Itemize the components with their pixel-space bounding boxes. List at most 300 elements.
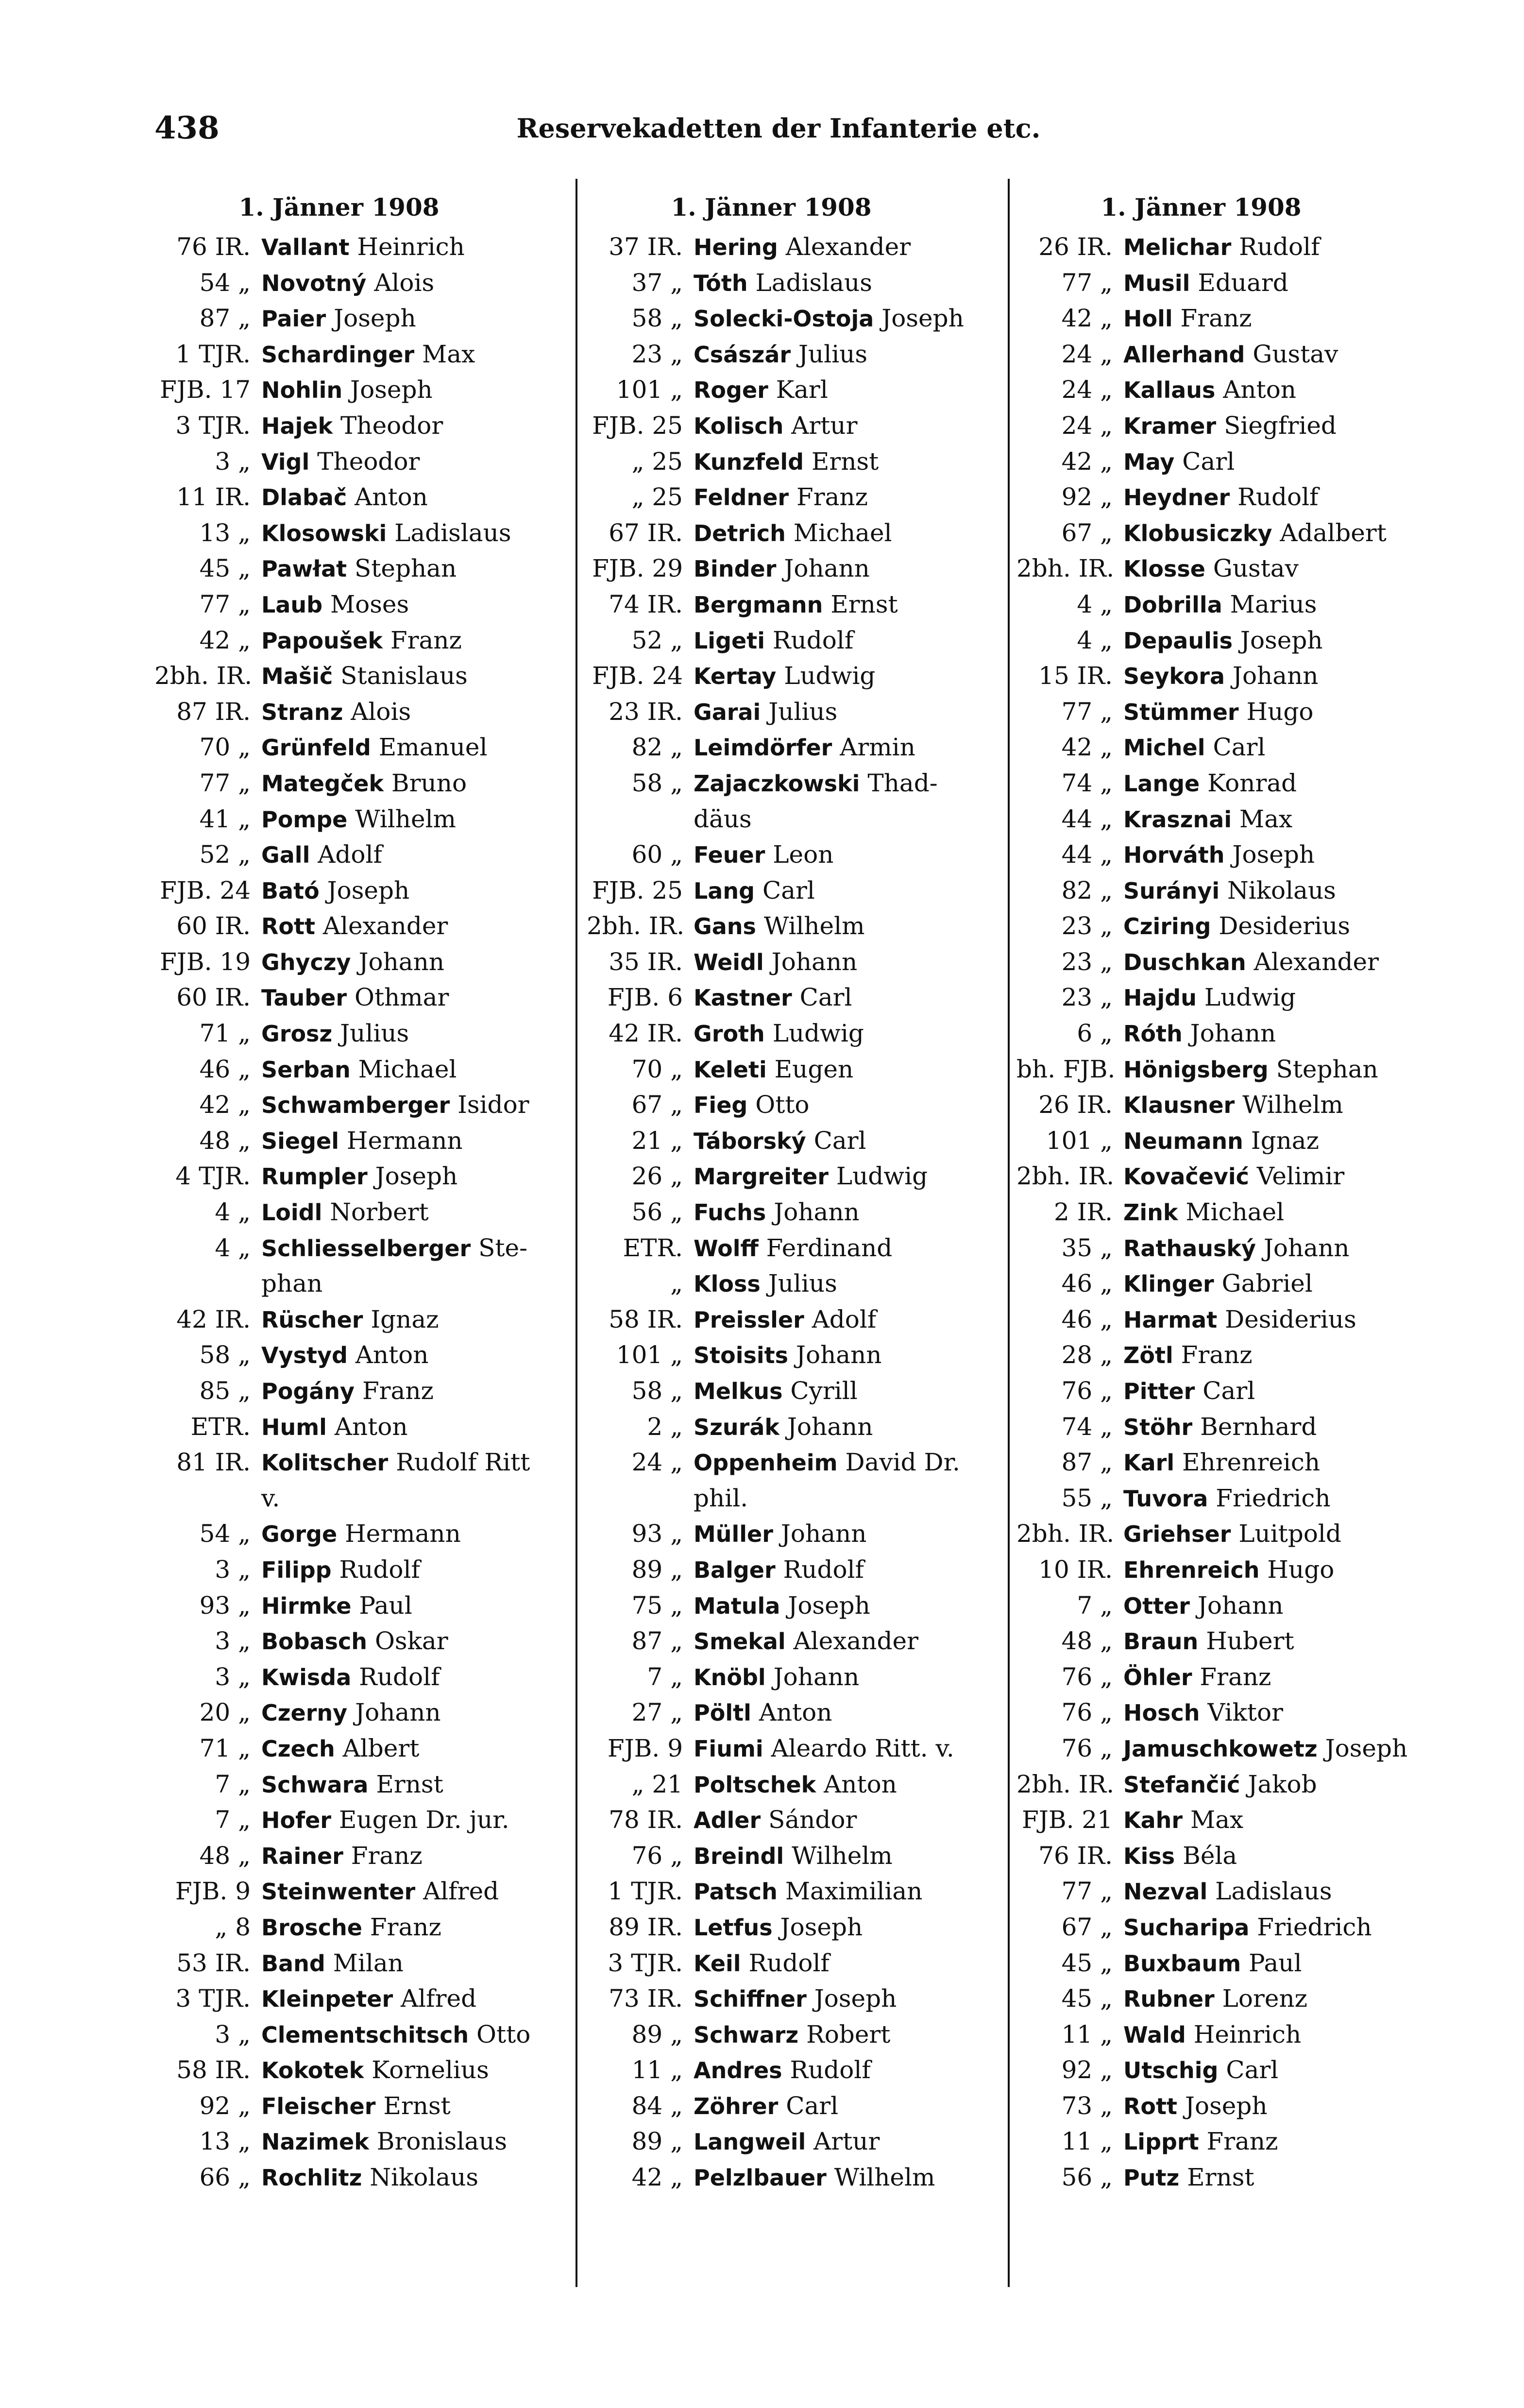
unit-designation: 45 „ [1061, 1948, 1113, 1977]
cadet-name [1123, 980, 1386, 1016]
given-name: Isidor [457, 1091, 529, 1119]
surname: Pompe [261, 806, 348, 833]
unit-designation: 23 „ [1061, 983, 1113, 1012]
given-name: Alfred [423, 1877, 499, 1906]
unit-designation: 87 „ [631, 1627, 683, 1656]
cadet-name [261, 1659, 524, 1695]
list-item [154, 1230, 527, 1266]
unit-designation: 20 „ [199, 1698, 251, 1727]
unit-designation: 11 „ [631, 2056, 683, 2084]
cadet-name [1123, 873, 1386, 909]
unit-designation: 78 IR. [609, 1806, 683, 1834]
cadet-name [694, 1588, 956, 1624]
given-name: Norbert [330, 1198, 429, 1227]
unit-designation: 23 IR. [609, 697, 683, 726]
cadet-name [261, 587, 524, 623]
list-item [154, 1373, 524, 1409]
given-name: Siegfried [1224, 411, 1337, 440]
list-item [1016, 1981, 1386, 2017]
unit-designation: 85 „ [199, 1377, 251, 1405]
unit-designation: 58 „ [631, 1377, 683, 1405]
given-name: Ignaz [1251, 1126, 1319, 1155]
cadet-name [1123, 802, 1386, 837]
list-item [154, 1337, 524, 1373]
list-item [1016, 1373, 1386, 1409]
given-name: Anton [759, 1698, 832, 1727]
list-item [1016, 837, 1386, 873]
surname: Schliesselberger [261, 1235, 471, 1262]
column-2 [587, 189, 964, 2196]
cadet-name [261, 980, 524, 1016]
given-name: Joseph [1232, 840, 1315, 869]
unit-designation: 66 „ [199, 2163, 251, 2192]
unit-designation: 4 „ [1077, 626, 1113, 654]
surname: Fiumi [694, 1735, 763, 1762]
given-name: Joseph [1185, 2091, 1268, 2120]
list-item [1016, 980, 1386, 1016]
cadet-name [261, 802, 524, 837]
surname: Steinwenter [261, 1879, 416, 1905]
surname: Pelzlbauer [694, 2165, 827, 2191]
unit-designation: FJB. 9 [607, 1734, 683, 1762]
list-item [587, 2017, 956, 2053]
unit-designation: 46 „ [199, 1055, 251, 1083]
given-name: Eugen Dr. jur. [339, 1806, 509, 1834]
unit-designation: 24 „ [1061, 376, 1113, 404]
surname: Allerhand [1123, 341, 1245, 368]
given-name: Michael [1185, 1198, 1285, 1227]
unit-designation: 23 „ [1061, 912, 1113, 940]
given-name: Robert [806, 2020, 891, 2049]
unit-designation: 89 IR. [609, 1913, 683, 1941]
cadet-name [694, 980, 956, 1016]
unit-designation: 89 „ [631, 2127, 683, 2156]
given-name: Franz [390, 626, 462, 654]
given-name: Johann [784, 554, 870, 583]
cadet-name [1123, 587, 1386, 623]
list-item [587, 1195, 956, 1230]
given-name: Luitpold [1238, 1520, 1341, 1548]
list-item [587, 229, 956, 265]
list-item [154, 1409, 524, 1445]
surname: Fleischer [261, 2093, 376, 2119]
surname: Lang [694, 877, 755, 904]
surname: Stümmer [1123, 699, 1239, 725]
list-item [587, 623, 956, 659]
cadet-name [694, 1874, 956, 1910]
given-name: Stephan [1276, 1055, 1378, 1083]
cadet-name [694, 1981, 956, 2017]
cadet-name [694, 1552, 956, 1588]
unit-designation: 76 „ [631, 1841, 683, 1870]
cadet-name [261, 1409, 524, 1445]
cadet-name [261, 1588, 524, 1624]
given-name: Franz [1206, 2127, 1278, 2156]
cadet-name [261, 1516, 524, 1552]
unit-designation: 87 IR. [176, 697, 251, 726]
surname: Czerny [261, 1700, 348, 1726]
unit-designation: 82 „ [1061, 876, 1113, 905]
surname: Mategček [261, 770, 384, 797]
surname: Rumpler [261, 1163, 368, 1190]
list-item [1016, 1731, 1408, 1767]
given-name: Armin [840, 733, 915, 762]
surname: Kertay [694, 663, 777, 690]
list-item [1016, 265, 1386, 301]
surname: Kramer [1123, 412, 1217, 439]
given-name: Johann [1263, 1233, 1350, 1262]
cadet-name [1123, 479, 1386, 515]
unit-designation: 11 „ [1061, 2127, 1113, 2156]
surname: Margreiter [694, 1163, 829, 1190]
list-item [1016, 444, 1386, 480]
cadet-name [694, 1481, 956, 1517]
unit-designation: 6 „ [1077, 1019, 1113, 1048]
unit-designation: 3 TJR. [175, 411, 251, 440]
cadet-name [694, 1767, 956, 1803]
unit-designation: 60 IR. [176, 983, 251, 1012]
list-item [587, 694, 956, 730]
unit-designation: 2 „ [647, 1412, 683, 1441]
surname: May [1123, 448, 1175, 475]
given-name: Johann [796, 1341, 882, 1369]
surname: Keleti [694, 1056, 767, 1083]
given-name: Alexander [793, 1627, 918, 1656]
list-item [587, 1481, 956, 1517]
list-item [587, 944, 956, 980]
given-name: Rudolf [748, 1948, 830, 1977]
cadet-name [1123, 2088, 1386, 2124]
list-item [587, 1516, 956, 1552]
surname: Melichar [1123, 234, 1232, 260]
surname: Stefančić [1123, 1771, 1240, 1798]
surname: Stranz [261, 699, 343, 725]
list-item [587, 1981, 956, 2017]
cadet-name [694, 1731, 956, 1767]
column-heading: 1. Jänner 1908 [238, 193, 440, 222]
surname: Kovačević [1123, 1163, 1249, 1190]
cadet-name [1123, 301, 1386, 337]
given-name: Joseph [327, 876, 410, 905]
list-item [587, 2088, 956, 2124]
unit-designation: 2bh. IR. [1016, 1770, 1115, 1798]
cadet-name [694, 1195, 956, 1230]
cadet-name [1123, 1123, 1386, 1159]
unit-designation: 3 „ [215, 1555, 251, 1584]
surname: Rott [261, 913, 316, 940]
list-item [1016, 1516, 1386, 1552]
surname: Langweil [694, 2129, 806, 2155]
surname: Vystyd [261, 1342, 348, 1369]
surname: Kunzfeld [694, 448, 804, 475]
cadet-name [1123, 623, 1386, 659]
cadet-name [1123, 1552, 1386, 1588]
unit-designation: 60 „ [631, 840, 683, 869]
cadet-name [261, 1695, 524, 1731]
surname: Surányi [1123, 877, 1220, 904]
list-item [154, 1159, 524, 1195]
cadet-name [1123, 694, 1386, 730]
given-name: Ernst [811, 447, 879, 476]
unit-designation: 67 „ [1061, 518, 1113, 547]
given-name: Stephan [355, 554, 457, 583]
given-name: Ignaz [371, 1305, 439, 1333]
cadet-name [1123, 1981, 1386, 2017]
given-name: Joseph [881, 304, 964, 333]
surname: Feuer [694, 842, 765, 869]
surname: Papoušek [261, 627, 383, 654]
surname: Dlabač [261, 484, 347, 511]
surname: Stoisits [694, 1342, 789, 1369]
given-name: Emanuel [378, 733, 488, 762]
unit-designation: 54 „ [199, 268, 251, 297]
unit-designation: 2bh. IR. [1016, 1162, 1115, 1191]
given-name: Viktor [1207, 1698, 1284, 1727]
surname: Mašič [261, 663, 333, 690]
unit-designation: 48 „ [199, 1126, 251, 1155]
given-name: Franz [351, 1841, 423, 1870]
given-name: Joseph [780, 1913, 863, 1941]
cadet-name [261, 1302, 524, 1338]
list-item [154, 1874, 524, 1910]
cadet-name [694, 1946, 956, 1981]
given-name: Wilhelm [355, 804, 456, 833]
surname: Klosowski [261, 520, 387, 546]
surname: Roger [694, 377, 768, 404]
list-item [587, 1445, 960, 1481]
surname: Zöhrer [694, 2093, 779, 2119]
list-item [587, 1230, 956, 1266]
surname: Matula [694, 1592, 780, 1619]
unit-designation: 1 TJR. [608, 1877, 683, 1906]
given-name: Ehrenreich [1182, 1448, 1321, 1477]
given-name: Max [422, 340, 475, 368]
given-name: Oskar [374, 1627, 448, 1656]
given-name: Johann [780, 1520, 867, 1548]
list-item [154, 551, 524, 587]
surname: Dobrilla [1123, 591, 1222, 618]
cadet-name [694, 658, 956, 694]
surname: Michel [1123, 734, 1205, 761]
cadet-name [261, 1230, 527, 1266]
list-item [154, 1731, 524, 1767]
unit-designation: 48 „ [199, 1841, 251, 1870]
given-name: Johann [1190, 1019, 1276, 1048]
given-name: phan [261, 1269, 323, 1298]
list-item [154, 408, 524, 444]
given-name: Rudolf [790, 2056, 871, 2084]
given-name: Hugo [1246, 697, 1314, 726]
column-heading: 1. Jänner 1908 [1101, 193, 1302, 222]
unit-designation: 15 IR. [1038, 662, 1113, 690]
cadet-name [261, 1623, 524, 1659]
cadet-name [261, 1159, 524, 1195]
cadet-name [694, 1052, 956, 1088]
list-item [154, 444, 524, 480]
cadet-name [1123, 730, 1386, 766]
given-name: Anton [334, 1412, 408, 1441]
given-name: Friedrich [1257, 1913, 1372, 1941]
unit-designation: 1 TJR. [175, 340, 251, 368]
surname: Hajek [261, 412, 333, 439]
surname: Buxbaum [1123, 1950, 1241, 1977]
list-item [1016, 408, 1386, 444]
list-item [154, 1767, 524, 1803]
list-item [154, 802, 524, 837]
surname: Tauber [261, 985, 347, 1011]
surname: Klosse [1123, 556, 1205, 582]
list-item [154, 2124, 524, 2160]
surname: Rubner [1123, 1986, 1215, 2013]
unit-designation: FJB. 25 [592, 411, 683, 440]
surname: Depaulis [1123, 627, 1233, 654]
list-item [1016, 1910, 1386, 1946]
given-name: Carl [786, 2091, 839, 2120]
unit-designation: 48 „ [1061, 1627, 1113, 1656]
surname: Clementschitsch [261, 2021, 469, 2048]
cadet-name [1123, 1659, 1386, 1695]
given-name: Ludwig [836, 1162, 928, 1191]
surname: Karl [1123, 1450, 1175, 1476]
list-item [587, 1623, 956, 1659]
cadet-name [261, 265, 524, 301]
surname: Zink [1123, 1199, 1178, 1226]
list-item [154, 944, 524, 980]
list-item [587, 337, 956, 373]
cadet-name [1123, 1087, 1386, 1123]
cadet-name [1123, 408, 1386, 444]
unit-designation: 87 „ [199, 304, 251, 333]
given-name: Otto [476, 2020, 531, 2049]
list-item [154, 2017, 531, 2053]
unit-designation: 2bh. IR. [587, 912, 685, 940]
unit-designation: 74 „ [1061, 1412, 1113, 1441]
cadet-name [1123, 1588, 1386, 1624]
cadet-name [1123, 265, 1386, 301]
unit-designation: 70 „ [199, 733, 251, 762]
unit-designation: 76 IR. [1038, 1841, 1113, 1870]
unit-designation: 26 IR. [1038, 233, 1113, 261]
surname: Rüscher [261, 1306, 363, 1333]
list-item [587, 837, 956, 873]
surname: Oppenheim [694, 1450, 838, 1476]
list-item [154, 694, 524, 730]
list-item [587, 1016, 956, 1052]
cadet-name [261, 1874, 524, 1910]
list-item [154, 1266, 524, 1302]
surname: Tuvora [1123, 1485, 1208, 1512]
given-name: Alexander [1253, 947, 1379, 976]
cadet-name [261, 1910, 524, 1946]
surname: Groth [694, 1021, 765, 1047]
list-item [1016, 515, 1386, 551]
list-item [154, 229, 524, 265]
unit-designation: 42 „ [199, 626, 251, 654]
cadet-name [261, 944, 524, 980]
given-name: Albert [342, 1734, 420, 1762]
unit-designation: 87 „ [1061, 1448, 1113, 1477]
given-name: Othmar [354, 983, 449, 1012]
surname: Fieg [694, 1092, 748, 1119]
surname: Leimdörfer [694, 734, 832, 761]
list-item [1016, 944, 1386, 980]
given-name: Marius [1230, 590, 1317, 618]
given-name: Alois [374, 268, 435, 297]
unit-designation: 101 „ [1046, 1126, 1113, 1155]
given-name: Desiderius [1225, 1305, 1356, 1333]
given-name: Ludwig [784, 662, 876, 690]
unit-designation: 27 „ [631, 1698, 683, 1727]
list-item [587, 1946, 956, 1981]
cadet-name [1123, 1516, 1386, 1552]
cadet-name [261, 1838, 524, 1874]
given-name: Joseph [375, 1162, 458, 1191]
cadet-name [1123, 551, 1386, 587]
list-item [587, 908, 956, 944]
unit-designation: 45 „ [199, 554, 251, 583]
given-name: Stanislaus [340, 662, 468, 690]
list-item [587, 515, 956, 551]
given-name: Alois [351, 697, 411, 726]
list-item [587, 1159, 956, 1195]
given-name: Rudolf [783, 1555, 864, 1584]
given-name: Julius [768, 1269, 837, 1298]
surname: Grosz [261, 1021, 333, 1047]
given-name: Eugen [774, 1055, 854, 1083]
surname: Kiss [1123, 1843, 1175, 1869]
list-item [1016, 1588, 1386, 1624]
surname: Pöltl [694, 1700, 751, 1726]
given-name: Bernhard [1200, 1412, 1317, 1441]
given-name: Hermann [346, 1126, 463, 1155]
cadet-name [1123, 766, 1386, 802]
unit-designation: 81 IR. [176, 1448, 251, 1477]
given-name: Kornelius [372, 2056, 489, 2084]
surname: Letfus [694, 1914, 773, 1941]
unit-designation [587, 802, 694, 837]
given-name: Sándor [768, 1806, 857, 1834]
list-item [154, 1946, 524, 1981]
unit-designation: 77 „ [199, 769, 251, 797]
unit-designation: 67 IR. [609, 518, 683, 547]
given-name: David Dr. [845, 1448, 960, 1477]
list-item [1016, 2088, 1386, 2124]
list-item [1016, 1767, 1386, 1803]
cadet-name [261, 1767, 524, 1803]
surname: Császár [694, 341, 791, 368]
unit-designation: 7 „ [215, 1806, 251, 1834]
given-name: Julius [340, 1019, 409, 1048]
surname: Neumann [1123, 1127, 1243, 1154]
given-name: Desiderius [1219, 912, 1351, 940]
cadet-name [1123, 837, 1386, 873]
surname: Wolff [694, 1235, 759, 1262]
cadet-name [1123, 944, 1386, 980]
cadet-name [1123, 908, 1386, 944]
surname: Duschkan [1123, 949, 1246, 975]
unit-designation: 76 „ [1061, 1734, 1113, 1762]
column-1 [154, 189, 531, 2196]
cadet-name [1123, 1230, 1386, 1266]
cadet-name [261, 229, 524, 265]
given-name: Leon [773, 840, 834, 869]
surname: Braun [1123, 1628, 1199, 1655]
list-item [154, 301, 524, 337]
entry-list [154, 229, 531, 2196]
given-name: Franz [796, 483, 868, 512]
given-name: Ladislaus [1215, 1877, 1332, 1906]
surname: Lipprt [1123, 2129, 1199, 2155]
